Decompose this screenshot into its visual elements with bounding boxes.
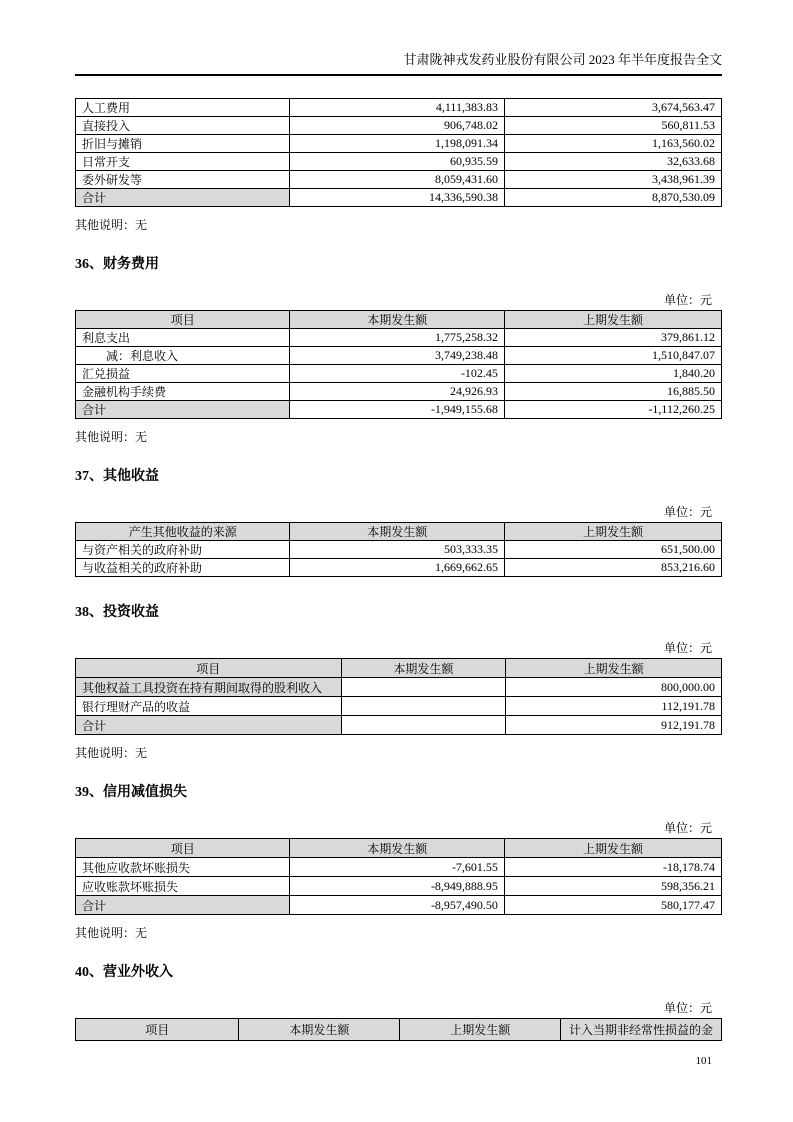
prior-amount: 580,177.47: [504, 896, 721, 915]
table-row: [76, 541, 722, 559]
column-header-current: 本期发生额: [290, 311, 504, 329]
column-header-prior: 上期发生额: [504, 523, 721, 541]
other-note: 其他说明：无: [75, 746, 148, 760]
row-label: 利息支出: [76, 329, 290, 347]
column-header-item: 项目: [76, 1019, 239, 1041]
table-header-row: [76, 839, 722, 858]
unit-label: 单位：元: [663, 505, 712, 519]
row-label: 折旧与摊销: [76, 135, 290, 153]
column-header-current: 本期发生额: [341, 659, 506, 678]
table-header-row: [76, 1019, 722, 1041]
row-label: 其他权益工具投资在持有期间取得的股利收入: [76, 678, 342, 697]
table-row: [76, 678, 722, 697]
page-number: 101: [695, 1055, 712, 1067]
document-header: [75, 52, 722, 76]
current-amount: 60,935.59: [290, 153, 504, 171]
prior-amount: 379,861.12: [504, 329, 721, 347]
row-label: 委外研发等: [76, 171, 290, 189]
unit-label: 单位：元: [663, 821, 712, 835]
table-row: [76, 171, 722, 189]
prior-amount: 1,840.20: [504, 365, 721, 383]
other-note: 其他说明：无: [75, 926, 148, 940]
section-36-heading: 36、财务费用: [75, 257, 159, 272]
prior-amount: 560,811.53: [504, 117, 721, 135]
unit-label: 单位：元: [663, 293, 712, 307]
current-amount: 3,749,238.48: [290, 347, 504, 365]
unit-label: 单位：元: [663, 1001, 712, 1015]
column-header-prior: 上期发生额: [400, 1019, 561, 1041]
table-row: [76, 877, 722, 896]
column-header-current: 本期发生额: [290, 523, 504, 541]
current-amount: -8,957,490.50: [290, 896, 504, 915]
section-38-heading: 38、投资收益: [75, 605, 159, 620]
total-row: [76, 189, 722, 207]
column-header-prior: 上期发生额: [504, 311, 721, 329]
total-label: 合计: [76, 189, 290, 207]
row-label: 与收益相关的政府补助: [76, 559, 290, 577]
table-row: [76, 697, 722, 716]
row-label: 日常开支: [76, 153, 290, 171]
column-header-nonrecurring: 计入当期非经常性损益的金: [561, 1019, 722, 1041]
other-note: 其他说明：无: [75, 430, 148, 444]
total-label: 合计: [76, 716, 342, 735]
current-amount: 906,748.02: [290, 117, 504, 135]
total-row: [76, 716, 722, 735]
row-label: 直接投入: [76, 117, 290, 135]
prior-amount: 16,885.50: [504, 383, 721, 401]
header-title: 甘肃陇神戎发药业股份有限公司 2023 年半年度报告全文: [403, 52, 722, 67]
total-label: 合计: [76, 401, 290, 419]
total-row: [76, 401, 722, 419]
finance-expense-table: [75, 310, 722, 419]
table-row: [76, 858, 722, 877]
table-row: [76, 135, 722, 153]
current-amount: -1,949,155.68: [290, 401, 504, 419]
prior-amount: 800,000.00: [506, 678, 722, 697]
column-header-prior: 上期发生额: [504, 839, 721, 858]
current-amount: 503,333.35: [290, 541, 504, 559]
table-row: [76, 99, 722, 117]
current-amount: [341, 697, 506, 716]
current-amount: -102.45: [290, 365, 504, 383]
row-label: 其他应收款坏账损失: [76, 858, 290, 877]
column-header-item: 项目: [76, 659, 342, 678]
row-label: 银行理财产品的收益: [76, 697, 342, 716]
prior-amount: 1,163,560.02: [504, 135, 721, 153]
current-amount: -8,949,888.95: [290, 877, 504, 896]
row-label: 金融机构手续费: [76, 383, 290, 401]
rd-expense-table: [75, 98, 722, 207]
table-row: [76, 383, 722, 401]
current-amount: -7,601.55: [290, 858, 504, 877]
column-header-item: 项目: [76, 311, 290, 329]
section-40-heading: 40、营业外收入: [75, 965, 173, 980]
row-label: 人工费用: [76, 99, 290, 117]
row-label: 减：利息收入: [76, 347, 290, 365]
prior-amount: 3,438,961.39: [504, 171, 721, 189]
prior-amount: 8,870,530.09: [504, 189, 721, 207]
total-row: [76, 896, 722, 915]
current-amount: 14,336,590.38: [290, 189, 504, 207]
table-row: [76, 365, 722, 383]
current-amount: 1,198,091.34: [290, 135, 504, 153]
table-row: [76, 347, 722, 365]
unit-label: 单位：元: [663, 641, 712, 655]
prior-amount: 598,356.21: [504, 877, 721, 896]
column-header-prior: 上期发生额: [506, 659, 722, 678]
prior-amount: 912,191.78: [506, 716, 722, 735]
prior-amount: -1,112,260.25: [504, 401, 721, 419]
prior-amount: 3,674,563.47: [504, 99, 721, 117]
current-amount: [341, 716, 506, 735]
prior-amount: 112,191.78: [506, 697, 722, 716]
table-row: [76, 153, 722, 171]
non-operating-income-table: [75, 1018, 722, 1041]
row-label: 应收账款坏账损失: [76, 877, 290, 896]
prior-amount: 651,500.00: [504, 541, 721, 559]
prior-amount: 1,510,847.07: [504, 347, 721, 365]
prior-amount: 853,216.60: [504, 559, 721, 577]
total-label: 合计: [76, 896, 290, 915]
column-header-current: 本期发生额: [290, 839, 504, 858]
column-header-current: 本期发生额: [239, 1019, 400, 1041]
prior-amount: 32,633.68: [504, 153, 721, 171]
table-row: [76, 117, 722, 135]
table-row: [76, 329, 722, 347]
prior-amount: -18,178.74: [504, 858, 721, 877]
row-label: 与资产相关的政府补助: [76, 541, 290, 559]
row-label: 汇兑损益: [76, 365, 290, 383]
investment-income-table: [75, 658, 722, 735]
other-note: 其他说明：无: [75, 218, 148, 232]
current-amount: 24,926.93: [290, 383, 504, 401]
column-header-source: 产生其他收益的来源: [76, 523, 290, 541]
table-header-row: [76, 523, 722, 541]
table-header-row: [76, 311, 722, 329]
column-header-item: 项目: [76, 839, 290, 858]
current-amount: 4,111,383.83: [290, 99, 504, 117]
credit-impairment-table: [75, 838, 722, 915]
current-amount: [341, 678, 506, 697]
section-37-heading: 37、其他收益: [75, 469, 159, 484]
current-amount: 1,669,662.65: [290, 559, 504, 577]
section-39-heading: 39、信用减值损失: [75, 785, 187, 800]
other-income-table: [75, 522, 722, 577]
table-header-row: [76, 659, 722, 678]
current-amount: 8,059,431.60: [290, 171, 504, 189]
table-row: [76, 559, 722, 577]
current-amount: 1,775,258.32: [290, 329, 504, 347]
